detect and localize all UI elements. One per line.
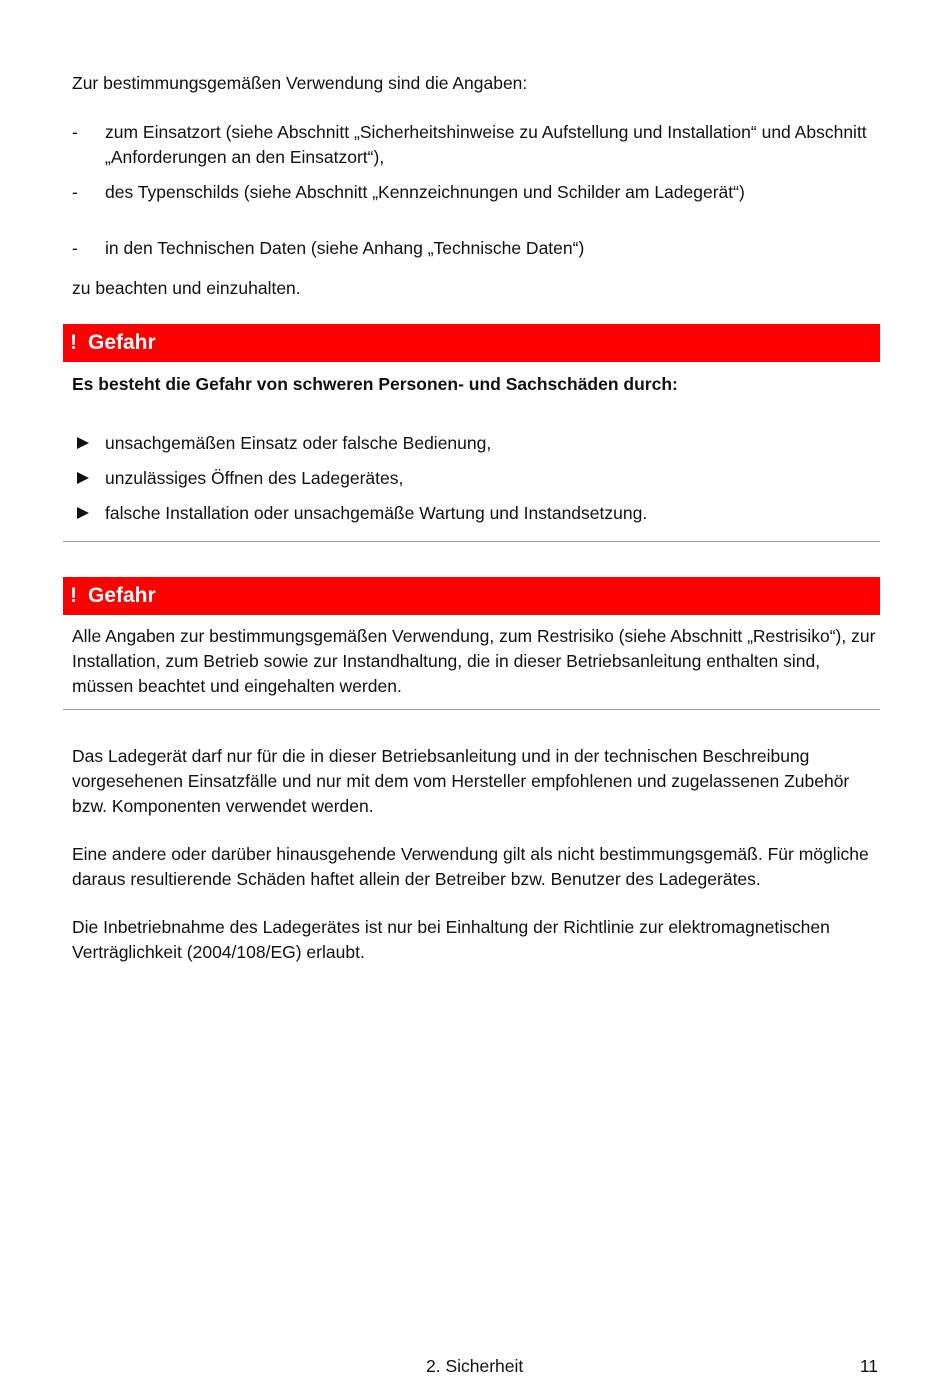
paragraph: Eine andere oder darüber hinausgehende Verwendung gilt als nicht bestimmungsgemäß. Für mögliche daraus resultierende Schäden haftet allein der Betreiber bzw. Benutzer des Ladegerätes. <box>72 844 869 889</box>
danger-lead: Es besteht die Gefahr von schweren Personen- und Sachschäden durch: <box>72 374 678 394</box>
triangle-bullet-icon <box>77 507 89 519</box>
danger-title: Gefahr <box>88 331 156 354</box>
danger-banner <box>63 577 880 615</box>
dash-marker: - <box>72 122 78 142</box>
closing-text: zu beachten und einzuhalten. <box>72 278 301 298</box>
paragraph: Das Ladegerät darf nur für die in dieser Betriebsanleitung und in der technischen Beschreibung vorgesehenen Einsatzfälle und nur mit dem vom Hersteller empfohlenen und zugelassenen Zubehör bzw. Komponenten verwendet werden. <box>72 746 850 816</box>
triangle-bullet-icon <box>77 437 89 449</box>
danger-banner <box>63 324 880 362</box>
list-item-text: falsche Installation oder unsachgemäße Wartung und Instandsetzung. <box>105 503 648 523</box>
page-number: 11 <box>859 1356 878 1376</box>
danger-text: Alle Angaben zur bestimmungsgemäßen Verwendung, zum Restrisiko (siehe Abschnitt „Restrisiko“), zur Installation, zum Betrieb sowie zur Instandhaltung, die in dieser Betriebsanleitung enthalten sind, müssen beachtet und eingehalten werden. <box>72 626 876 696</box>
exclamation-icon: ! <box>70 331 77 354</box>
dash-marker: - <box>72 238 78 258</box>
exclamation-icon: ! <box>70 584 77 607</box>
list-item-text: unzulässiges Öffnen des Ladegerätes, <box>105 468 404 488</box>
list-item-text: unsachgemäßen Einsatz oder falsche Bedienung, <box>105 433 492 453</box>
list-item-text: zum Einsatzort (siehe Abschnitt „Sicherheitshinweise zu Aufstellung und Installation“ und Abschnitt „Anforderungen an den Einsatzort“), <box>105 122 867 167</box>
paragraph: Die Inbetriebnahme des Ladegerätes ist nur bei Einhaltung der Richtlinie zur elektromagnetischen Verträglichkeit (2004/108/EG) erlaubt. <box>72 917 830 962</box>
list-item-text: in den Technischen Daten (siehe Anhang „Technische Daten“) <box>105 238 585 258</box>
triangle-bullet-icon <box>77 472 89 484</box>
dash-marker: - <box>72 182 78 202</box>
footer-chapter: 2. Sicherheit <box>426 1356 524 1376</box>
list-item-text: des Typenschilds (siehe Abschnitt „Kennzeichnungen und Schilder am Ladegerät“) <box>105 182 745 202</box>
divider <box>63 709 880 710</box>
divider <box>63 541 880 542</box>
danger-title: Gefahr <box>88 584 156 607</box>
intro-text: Zur bestimmungsgemäßen Verwendung sind die Angaben: <box>72 73 528 93</box>
